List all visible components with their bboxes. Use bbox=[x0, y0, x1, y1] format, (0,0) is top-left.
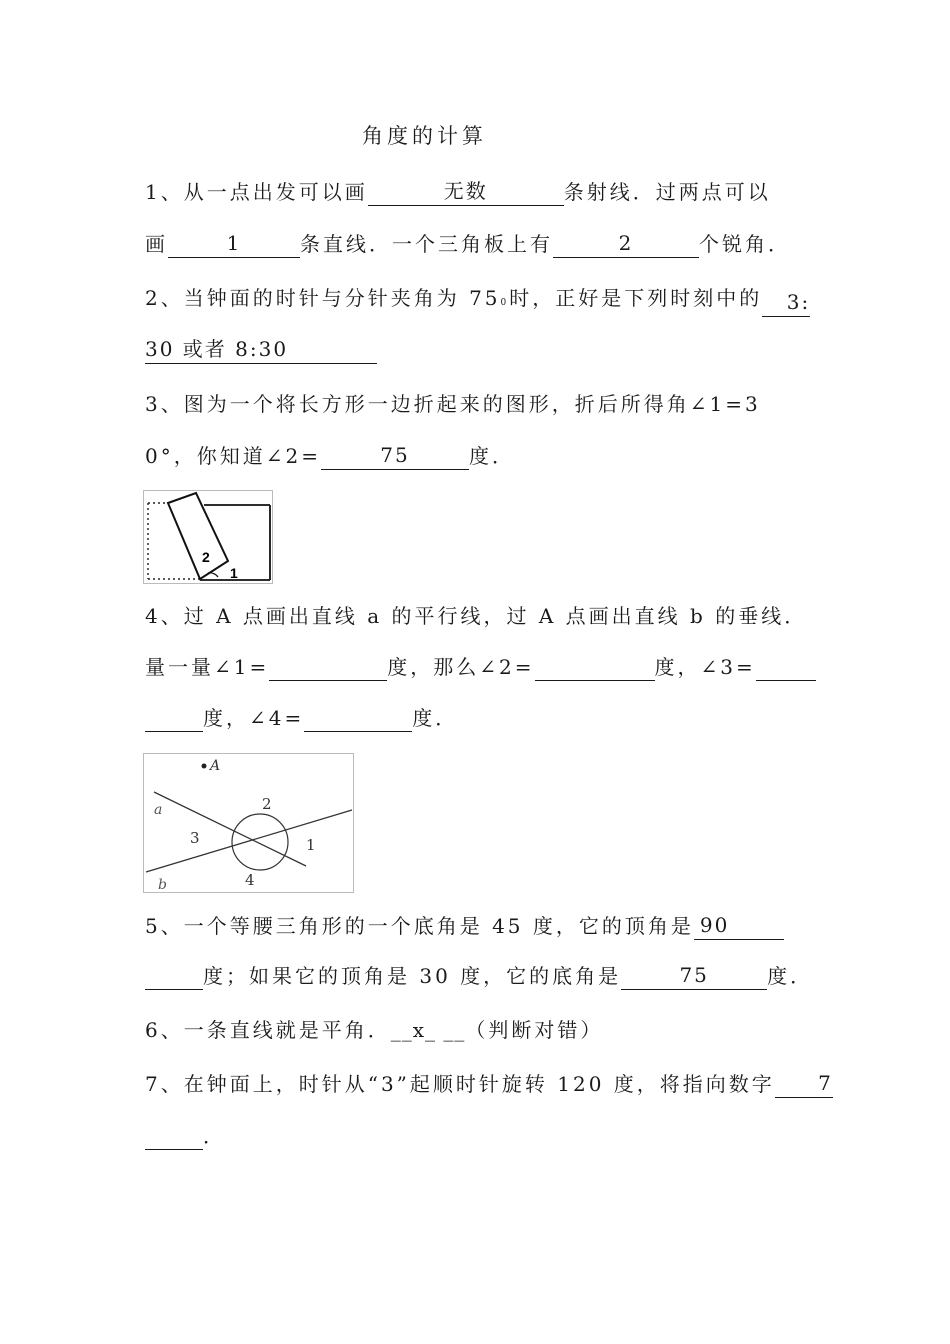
q1-answer-blank-3: 2 bbox=[553, 231, 699, 258]
q5-answer-blank-2: 75 bbox=[621, 963, 767, 990]
angle-3-label: 3 bbox=[190, 829, 200, 847]
point-a-dot bbox=[202, 764, 207, 769]
q2-answer-blank-2: 30 或者 8:30 bbox=[145, 337, 377, 364]
q1-text-c: 条射线．过两点可以 bbox=[563, 180, 771, 204]
q1-text-f: 个锐角． bbox=[699, 232, 791, 256]
angle-4-label: 4 bbox=[245, 871, 255, 889]
q7-text-a: 7、在钟面上，时针从“3”起顺时针旋转 120 度，将指向数字 bbox=[145, 1072, 775, 1096]
q2-text-b: 时，正好是下列时刻中的 bbox=[509, 286, 763, 310]
q4-intersecting-lines-figure bbox=[143, 753, 354, 893]
q3-text-a: 3、图为一个将长方形一边折起来的图形，折后所得角∠1=3 bbox=[145, 392, 761, 416]
q4-answer-blank-3b bbox=[145, 705, 203, 732]
q3-angle-2-label: 2 bbox=[202, 549, 210, 565]
question-7-line-2 bbox=[145, 1122, 226, 1150]
q1-answer-blank-2: 1 bbox=[168, 231, 300, 258]
question-7-line-1 bbox=[145, 1070, 833, 1098]
angle-1-label: 1 bbox=[306, 836, 316, 854]
q6-text-c: （判断对错） bbox=[465, 1018, 604, 1042]
line-b-label: b bbox=[158, 877, 167, 892]
q6-text-a: 6、一条直线就是平角． bbox=[145, 1018, 391, 1042]
angle-2-label: 2 bbox=[262, 795, 272, 813]
question-2-line-1 bbox=[145, 284, 810, 317]
question-4-line-2 bbox=[145, 653, 816, 681]
question-4-line-1 bbox=[145, 602, 807, 630]
q3-text-b: 0°，你知道∠2= bbox=[145, 444, 321, 468]
q4-answer-blank-3a bbox=[756, 654, 816, 681]
q4-text-d: 度，∠3= bbox=[654, 655, 756, 679]
q2-text-a: 2、当钟面的时针与分针夹角为 75 bbox=[145, 286, 501, 310]
q7-answer-blank-b bbox=[145, 1123, 203, 1150]
question-3-line-1 bbox=[145, 390, 761, 418]
q4-answer-blank-1 bbox=[269, 654, 387, 681]
question-4-line-3 bbox=[145, 704, 458, 732]
q3-answer-blank: 75 bbox=[321, 443, 469, 470]
q1-answer-blank-1: 无数 bbox=[368, 179, 564, 206]
q5-text-a: 5、一个等腰三角形的一个底角是 45 度，它的顶角是 bbox=[145, 914, 694, 938]
q7-text-c: ． bbox=[203, 1124, 226, 1148]
q4-text-e: 度，∠4= bbox=[203, 706, 305, 730]
question-5-line-2 bbox=[145, 962, 813, 990]
q2-answer-blank-1: 3: bbox=[762, 290, 810, 317]
question-6-line bbox=[145, 1016, 603, 1044]
q4-text-a: 4、过 A 点画出直线 a 的平行线，过 A 点画出直线 b 的垂线． bbox=[145, 604, 808, 628]
q4-answer-blank-4 bbox=[304, 705, 412, 732]
q4-text-c: 度，那么∠2= bbox=[387, 655, 535, 679]
q5-text-b: 度；如果它的顶角是 30 度，它的底角是 bbox=[203, 964, 622, 988]
q4-answer-blank-2 bbox=[535, 654, 655, 681]
q5-text-c: 度． bbox=[767, 964, 814, 988]
question-1-line-1 bbox=[145, 178, 771, 206]
q5-answer-blank-1a: 90 bbox=[694, 913, 784, 940]
question-1-line-2 bbox=[145, 230, 791, 258]
point-a-label: A bbox=[210, 758, 221, 774]
q5-answer-blank-1b bbox=[145, 963, 203, 990]
line-a-label: a bbox=[154, 802, 163, 818]
question-2-line-2 bbox=[145, 336, 377, 364]
page-title: 角度的计算 bbox=[362, 124, 487, 148]
q3-angle-1-label: 1 bbox=[230, 565, 238, 581]
q7-answer-blank-a: 7 bbox=[775, 1071, 833, 1098]
question-5-line-1 bbox=[145, 912, 784, 940]
q1-text-e: 条直线．一个三角板上有 bbox=[300, 232, 553, 256]
q1-text-a: 1、从一点出发可以画 bbox=[145, 180, 368, 204]
q4-text-b: 量一量∠1= bbox=[145, 655, 270, 679]
q4-text-f: 度． bbox=[412, 706, 459, 730]
q2-degree-superscript: 0 bbox=[500, 298, 510, 308]
question-3-line-2 bbox=[145, 442, 515, 470]
q3-text-c: 度． bbox=[468, 444, 515, 468]
q6-answer: __x_ __ bbox=[390, 1018, 466, 1042]
q1-text-d: 画 bbox=[145, 232, 168, 256]
q3-folded-rectangle-figure bbox=[143, 490, 273, 584]
